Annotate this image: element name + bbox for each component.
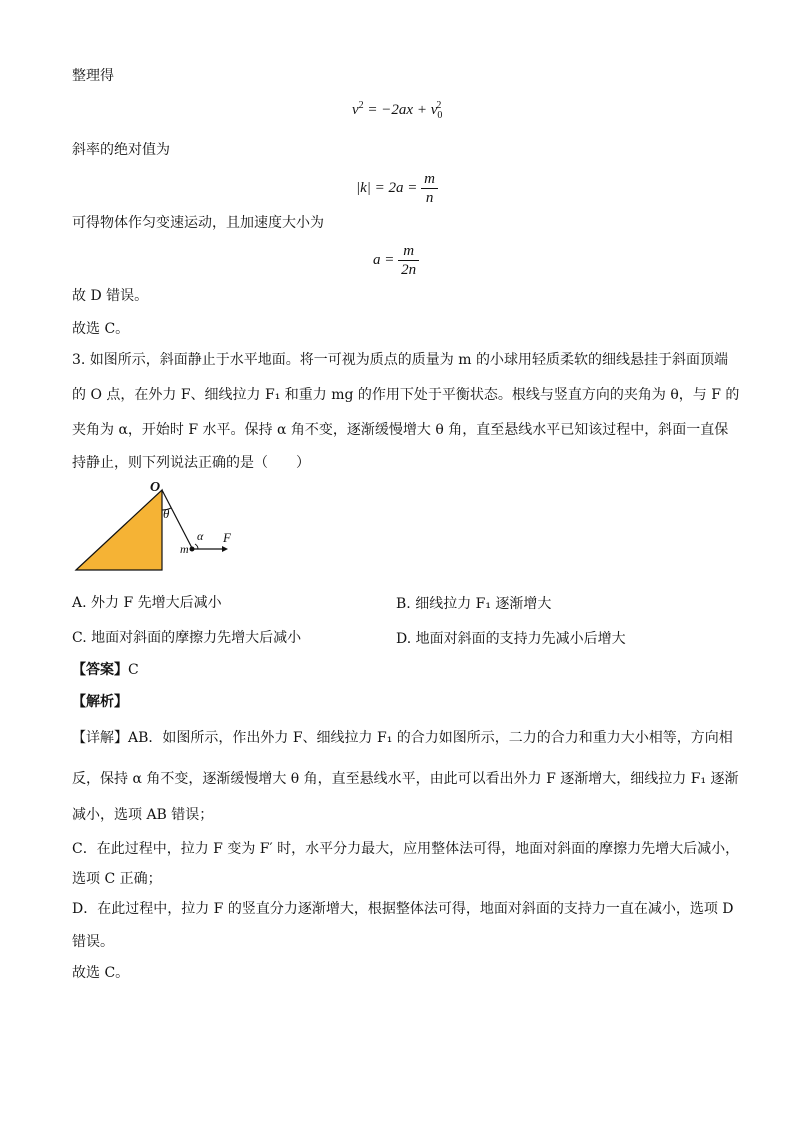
solution-line-3: 减小，选项 AB 错误；	[72, 807, 214, 823]
eq2-num: m	[421, 170, 438, 189]
label-O: O	[150, 480, 161, 495]
eq2-lhs: |k| = 2a =	[356, 179, 422, 196]
eq1-sup: 2	[358, 100, 364, 111]
intro-text-3: 可得物体作匀变速运动，且加速度大小为	[72, 215, 324, 231]
solution-line-4: C．在此过程中，拉力 F 变为 F′ 时，水平分力最大，应用整体法可得，地面对斜面的摩擦力先增大后减小，	[72, 841, 740, 857]
analysis-tag: 【解析】	[72, 694, 128, 710]
option-B: B. 细线拉力 F₁ 逐渐增大	[396, 596, 552, 612]
answer-tag: 【答案】	[72, 662, 128, 678]
solution-line-7: 错误。	[72, 934, 114, 950]
equation-slope	[356, 170, 438, 207]
answer-line	[72, 660, 139, 680]
incline-wedge	[76, 490, 162, 570]
label-theta: θ	[163, 506, 170, 521]
solution-line-1: 【详解】AB．如图所示，作出外力 F、细线拉力 F₁ 的合力如图所示，二力的合力和重力大小相等，方向相	[72, 730, 733, 746]
question-line-4: 持静止，则下列说法正确的是（ ）	[72, 455, 310, 471]
question-line-1: 3. 如图所示，斜面静止于水平地面。将一可视为质点的质量为 m 的小球用轻质柔软的细线悬挂于斜面顶端	[72, 352, 728, 368]
intro-text-5: 故选 C。	[72, 321, 130, 337]
question-line-3: 夹角为 α，开始时 F 水平。保持 α 角不变，逐渐缓慢增大 θ 角，直至悬线水平已知该过程中，斜面一直保	[72, 422, 729, 438]
eq3-num: m	[398, 242, 419, 261]
solution-line-6: D．在此过程中，拉力 F 的竖直分力逐渐增大，根据整体法可得，地面对斜面的支持力一直在减小，选项 D	[72, 901, 734, 917]
eq1-sup2: 2	[436, 100, 442, 111]
eq3-den: 2n	[401, 262, 417, 278]
eq1-sub: 0	[437, 110, 443, 121]
equation-velocity	[352, 100, 441, 121]
eq3-lhs: a =	[373, 251, 399, 268]
answer-value: C	[128, 662, 139, 678]
question-line-2: 的 O 点，在外力 F、细线拉力 F₁ 和重力 mg 的作用下处于平衡状态。根线与竖直方向的夹角为 θ，与 F 的	[72, 387, 740, 403]
option-A: A. 外力 F 先增大后减小	[72, 595, 222, 611]
eq2-fraction	[421, 170, 438, 207]
option-D: D. 地面对斜面的支持力先减小后增大	[396, 631, 626, 647]
intro-text-4: 故 D 错误。	[72, 288, 149, 304]
label-m: m	[180, 542, 189, 556]
label-alpha: α	[197, 529, 204, 543]
solution-line-5: 选项 C 正确；	[72, 871, 162, 887]
eq1-rhs: = −2ax + v	[363, 102, 438, 118]
force-F-arrowhead	[222, 546, 228, 552]
solution-line-8: 故选 C。	[72, 965, 130, 981]
alpha-arc	[195, 544, 198, 549]
incline-figure	[70, 480, 250, 575]
option-C: C. 地面对斜面的摩擦力先增大后减小	[72, 630, 302, 646]
eq1-v: v	[352, 102, 359, 118]
equation-acceleration	[373, 242, 419, 279]
eq2-den: n	[425, 190, 434, 206]
eq3-fraction	[398, 242, 419, 279]
label-F: F	[223, 530, 231, 545]
solution-line-2: 反，保持 α 角不变，逐渐缓慢增大 θ 角，直至悬线水平，由此可以看出外力 F 逐渐增大，细线拉力 F₁ 逐渐	[72, 771, 739, 787]
intro-text-2: 斜率的绝对值为	[72, 142, 170, 158]
intro-text-1: 整理得	[72, 68, 114, 84]
